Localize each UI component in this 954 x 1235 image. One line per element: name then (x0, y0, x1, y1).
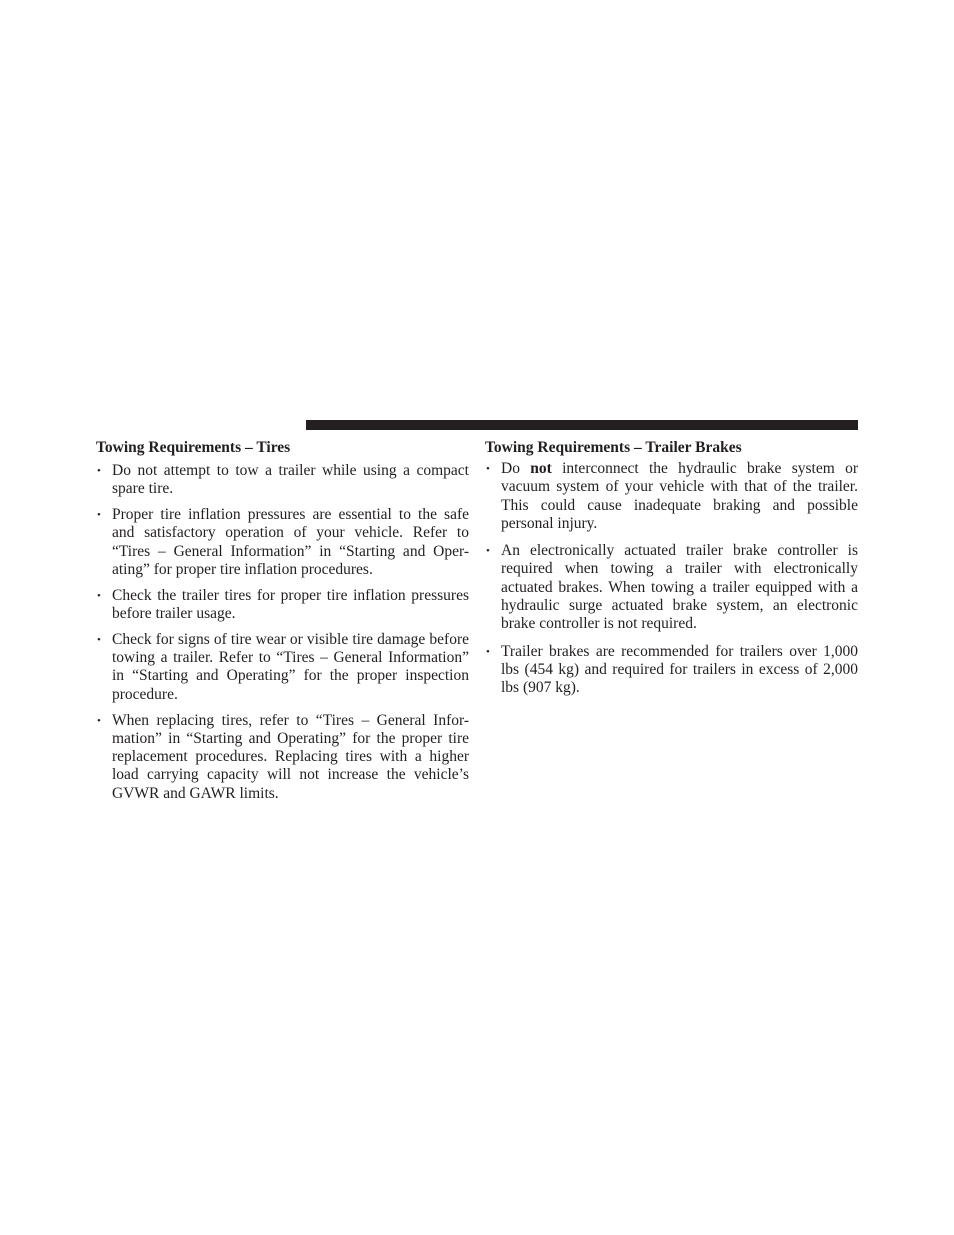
bullet-icon: • (486, 463, 490, 475)
bullet-icon: • (97, 465, 101, 477)
list-item-text: Proper tire inflation pressures are essential to the safe and satisfactory operation of your vehicle. Refer to “Tires – General Information” in “Starting and Oper-ating” for proper tire inflation procedures. (112, 506, 469, 578)
list-item-text: Trailer brakes are recommended for trailers over 1,000 lbs (454 kg) and required for trailers in excess of 2,000 lbs (907 kg). (501, 642, 858, 697)
list-item-text: Check the trailer tires for proper tire inflation pressures before trailer usage. (112, 586, 469, 623)
bullet-icon: • (97, 714, 101, 727)
list-item-text: Do not attempt to tow a trailer while using a compact spare tire. (112, 462, 469, 498)
bullet-icon: • (97, 589, 101, 602)
list-item (96, 462, 469, 499)
list-item-text-suffix: interconnect the hydraulic brake system or vacuum system of your vehicle with that of the trailer. This could cause inadequate braking and possible personal injury. (501, 460, 858, 532)
right-column (485, 438, 858, 707)
trailer-brakes-bullet-list (485, 460, 858, 698)
list-item-text-prefix: Do (501, 460, 531, 477)
list-item (485, 643, 858, 698)
list-item-text: Check for signs of tire wear or visible tire damage before towing a trailer. Refer to “Tires – General Information” in “Starting and Operating” for the proper inspection procedure. (112, 630, 469, 703)
list-item (96, 712, 469, 803)
bullet-icon: • (486, 545, 490, 558)
header-rule-bar (306, 420, 858, 430)
section-heading-trailer-brakes: Towing Requirements – Trailer Brakes (485, 439, 742, 456)
list-item (96, 587, 469, 624)
bullet-icon: • (486, 645, 490, 658)
bullet-icon: • (97, 633, 101, 646)
list-item (96, 631, 469, 704)
list-item-emphasis: not (530, 460, 552, 477)
list-item (485, 460, 858, 533)
bullet-icon: • (97, 509, 101, 522)
list-item-text: An electronically actuated trailer brake controller is required when towing a trailer with electronically actuated brakes. When towing a trailer equipped with a hydraulic surge actuated brake system, an electronic brake controller is not required. (501, 542, 858, 633)
left-column (96, 438, 469, 811)
list-item (96, 506, 469, 579)
tires-bullet-list (96, 462, 469, 803)
section-heading-tires: Towing Requirements – Tires (96, 439, 291, 456)
list-item (485, 542, 858, 633)
list-item-text: When replacing tires, refer to “Tires – General Infor-mation” in “Starting and Operating” for the proper tire replacement procedures. Replacing tires with a higher load carrying capacity will not increase the vehicle’s GVWR and GAWR limits. (112, 711, 469, 802)
